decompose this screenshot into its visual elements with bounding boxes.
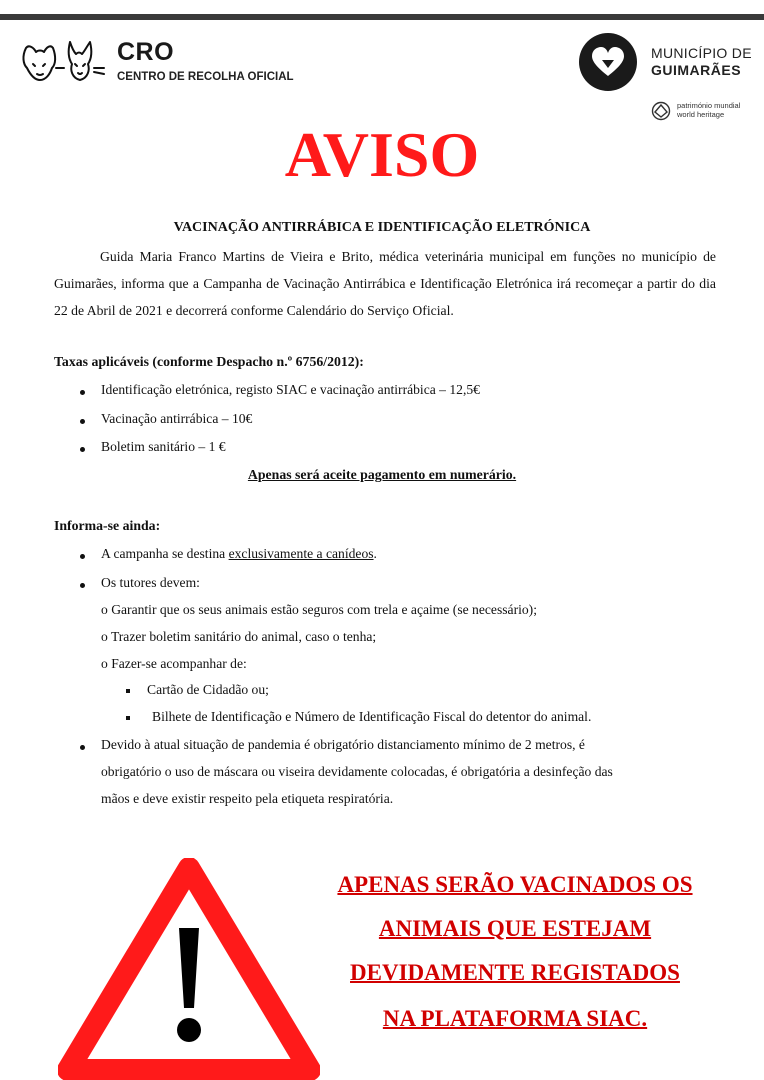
cro-title: CRO	[117, 38, 175, 66]
intro-paragraph: Guida Maria Franco Martins de Vieira e Brito, médica veterinária municipal em funções no município de Guimarães, informa que a Campanha de Vacinação Antirrábica e Identificação Eletrónica irá recomeçar a partir do dia 22 de Abril de 2021 e decorrerá conforme Calendário do Serviço Oficial.	[54, 249, 716, 318]
guimaraes-heart-logo-icon	[578, 32, 638, 92]
top-border	[0, 14, 764, 20]
tutor-duty: o Fazer-se acompanhar de:	[101, 656, 247, 671]
bullet-icon	[80, 583, 85, 588]
info-heading: Informa-se ainda:	[54, 518, 161, 533]
info-item-canines	[101, 546, 377, 562]
alert-line: DEVIDAMENTE REGISTADOS	[350, 960, 680, 985]
square-bullet-icon	[126, 689, 130, 693]
fee-item: Identificação eletrónica, registo SIAC e vacinação antirrábica – 12,5€	[101, 382, 480, 397]
tutor-duty: o Trazer boletim sanitário do animal, caso o tenha;	[101, 629, 377, 644]
pandemic-rules-line: mãos e deve existir respeito pela etiqueta respiratória.	[101, 791, 394, 806]
alert-line: NA PLATAFORMA SIAC.	[382, 1006, 648, 1031]
heritage-label-pt: património mundial	[677, 101, 741, 110]
payment-note: Apenas será aceite pagamento em numerário.	[247, 467, 517, 482]
bullet-icon	[80, 554, 85, 559]
bullet-icon	[80, 447, 85, 452]
alert-line: APENAS SERÃO VACINADOS OS	[337, 872, 693, 897]
document-subtitle: VACINAÇÃO ANTIRRÁBICA E IDENTIFICAÇÃO ELETRÓNICA	[173, 220, 591, 235]
fee-item: Boletim sanitário – 1 €	[101, 439, 226, 454]
cro-subtitle: CENTRO DE RECOLHA OFICIAL	[117, 71, 294, 83]
bullet-icon	[80, 745, 85, 750]
pandemic-rules-line: Devido à atual situação de pandemia é obrigatório distanciamento mínimo de 2 metros, é	[101, 737, 585, 752]
alert-line: ANIMAIS QUE ESTEJAM	[378, 916, 652, 941]
document-required: Bilhete de Identificação e Número de Identificação Fiscal do detentor do animal.	[152, 709, 592, 724]
info-item-emphasis: exclusivamente a canídeos	[228, 546, 374, 561]
cro-animals-logo-icon	[20, 38, 110, 84]
fee-item: Vacinação antirrábica – 10€	[101, 411, 253, 426]
warning-triangle-icon	[58, 858, 320, 1080]
pandemic-rules-line: obrigatório o uso de máscara ou viseira devidamente colocadas, é obrigatória a desinfeção das	[101, 764, 613, 779]
bullet-icon	[80, 390, 85, 395]
heritage-label-en: world heritage	[677, 110, 725, 119]
municipio-label: MUNICÍPIO DE	[651, 45, 752, 61]
guimaraes-label: GUIMARÃES	[651, 62, 742, 78]
page-title: AVISO	[284, 119, 480, 190]
square-bullet-icon	[126, 716, 130, 720]
info-item-punct: .	[373, 546, 377, 561]
fees-heading: Taxas aplicáveis (conforme Despacho n.º 6756/2012):	[54, 354, 364, 369]
info-item-text: A campanha se destina	[101, 546, 229, 561]
document-required: Cartão de Cidadão ou;	[147, 682, 269, 697]
tutor-duty: o Garantir que os seus animais estão seguros com trela e açaime (se necessário);	[101, 602, 537, 617]
bullet-icon	[80, 419, 85, 424]
info-item-tutors: Os tutores devem:	[101, 575, 200, 590]
